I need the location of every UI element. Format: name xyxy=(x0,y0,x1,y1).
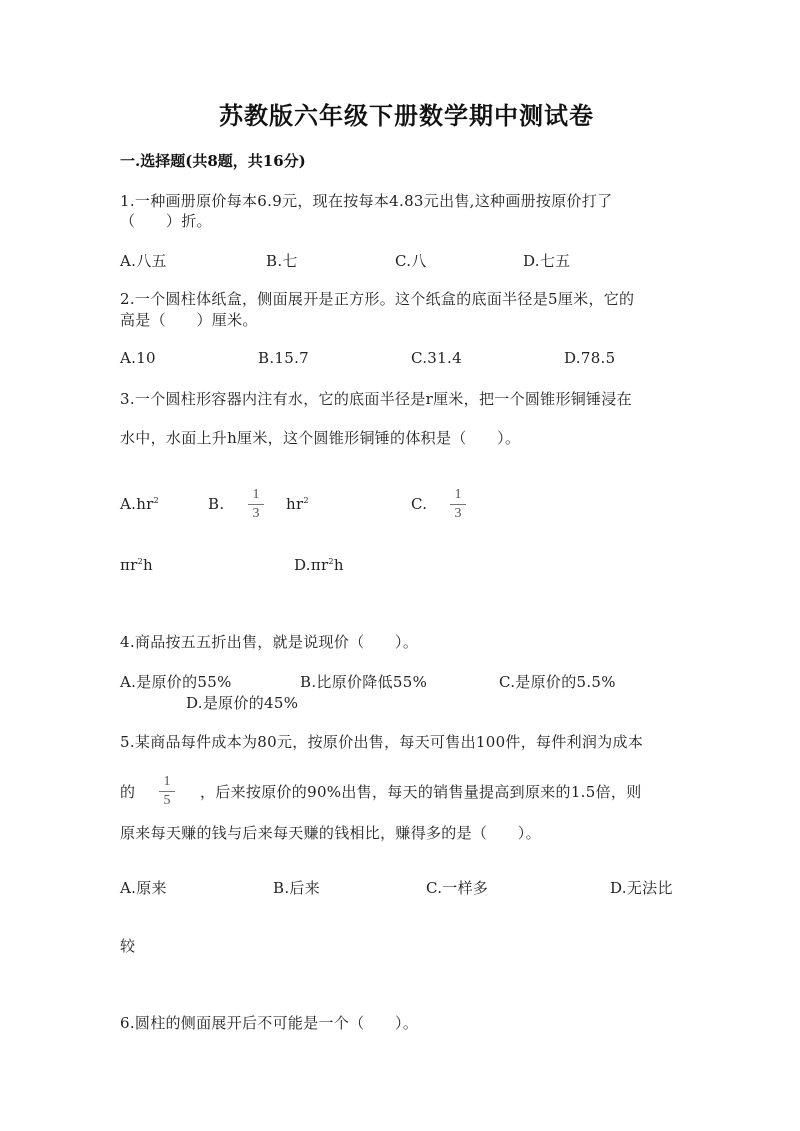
question-1-line-1: 1.一种画册原价每本6.9元，现在按每本4.83元出售,这种画册按原价打了 xyxy=(120,192,613,210)
question-3-option-b-text: $hr^2$ xyxy=(286,495,309,513)
question-1-option-b[interactable]: B.七 xyxy=(266,252,298,270)
question-1-option-d[interactable]: D.七五 xyxy=(523,252,571,270)
question-2-option-a[interactable]: A.10 xyxy=(120,349,156,367)
section-heading: 一.选择题(共8题，共16分) xyxy=(120,152,306,170)
question-2-line-2: 高是（ ）厘米。 xyxy=(120,311,258,329)
question-3-option-d[interactable]: $D.\pi r^2h$ xyxy=(294,556,344,574)
question-4-option-a[interactable]: A.是原价的55% xyxy=(120,673,232,691)
question-5-line-1: 5.某商品每件成本为80元，按原价出售，每天可售出100件，每件利润为成本 xyxy=(120,733,644,751)
question-1-line-2: （ ）折。 xyxy=(120,212,212,230)
question-5-line-2-end: ，后来按原价的90%出售，每天的销售量提高到原来的1.5倍，则 xyxy=(200,783,642,801)
question-2-option-c[interactable]: C.31.4 xyxy=(411,349,462,367)
question-2-option-d[interactable]: D.78.5 xyxy=(564,349,616,367)
question-3-line-2: 水中，水面上升h厘米，这个圆锥形铜锤的体积是（ ）。 xyxy=(120,429,521,447)
question-5-option-b[interactable]: B.后来 xyxy=(273,879,320,897)
question-3-option-b-fraction: 1 3 xyxy=(248,488,264,522)
question-3-option-c-continuation: $\pi r^2h$ xyxy=(120,556,153,574)
question-5-line-2-start: 的 xyxy=(120,783,136,801)
question-5-option-c[interactable]: C.一样多 xyxy=(426,879,489,897)
question-1-option-a[interactable]: A.八五 xyxy=(120,252,167,270)
question-2-option-b[interactable]: B.15.7 xyxy=(258,349,309,367)
question-4-option-b[interactable]: B.比原价降低55% xyxy=(300,673,428,691)
question-5-option-d[interactable]: D.无法比 xyxy=(610,879,673,897)
question-2-line-1: 2.一个圆柱体纸盒，侧面展开是正方形。这个纸盒的底面半径是5厘米，它的 xyxy=(120,290,635,308)
question-3-line-1: 3.一个圆柱形容器内注有水，它的底面半径是r厘米，把一个圆锥形铜锤浸在 xyxy=(120,390,632,408)
question-5-option-d-continuation: 较 xyxy=(120,937,136,955)
question-5-fraction: 1 5 xyxy=(159,775,175,809)
question-5-option-a[interactable]: A.原来 xyxy=(120,879,167,897)
page-title: 苏教版六年级下册数学期中测试卷 xyxy=(219,101,594,130)
question-4-option-c[interactable]: C.是原价的5.5% xyxy=(499,673,616,691)
question-4-line-1: 4.商品按五五折出售，就是说现价（ ）。 xyxy=(120,633,419,651)
question-3-option-a[interactable]: $A.hr^2$ xyxy=(120,495,160,513)
question-1-option-c[interactable]: C.八 xyxy=(395,252,427,270)
question-4-option-d[interactable]: D.是原价的45% xyxy=(186,694,299,712)
question-6-line-1: 6.圆柱的侧面展开后不可能是一个（ ）。 xyxy=(120,1014,419,1032)
question-3-option-c-fraction: 1 3 xyxy=(450,488,466,522)
question-5-line-3: 原来每天赚的钱与后来每天赚的钱相比，赚得多的是（ ）。 xyxy=(120,824,541,842)
question-3-option-b-label[interactable]: B. xyxy=(208,495,225,513)
question-3-option-c-label[interactable]: C. xyxy=(411,495,428,513)
